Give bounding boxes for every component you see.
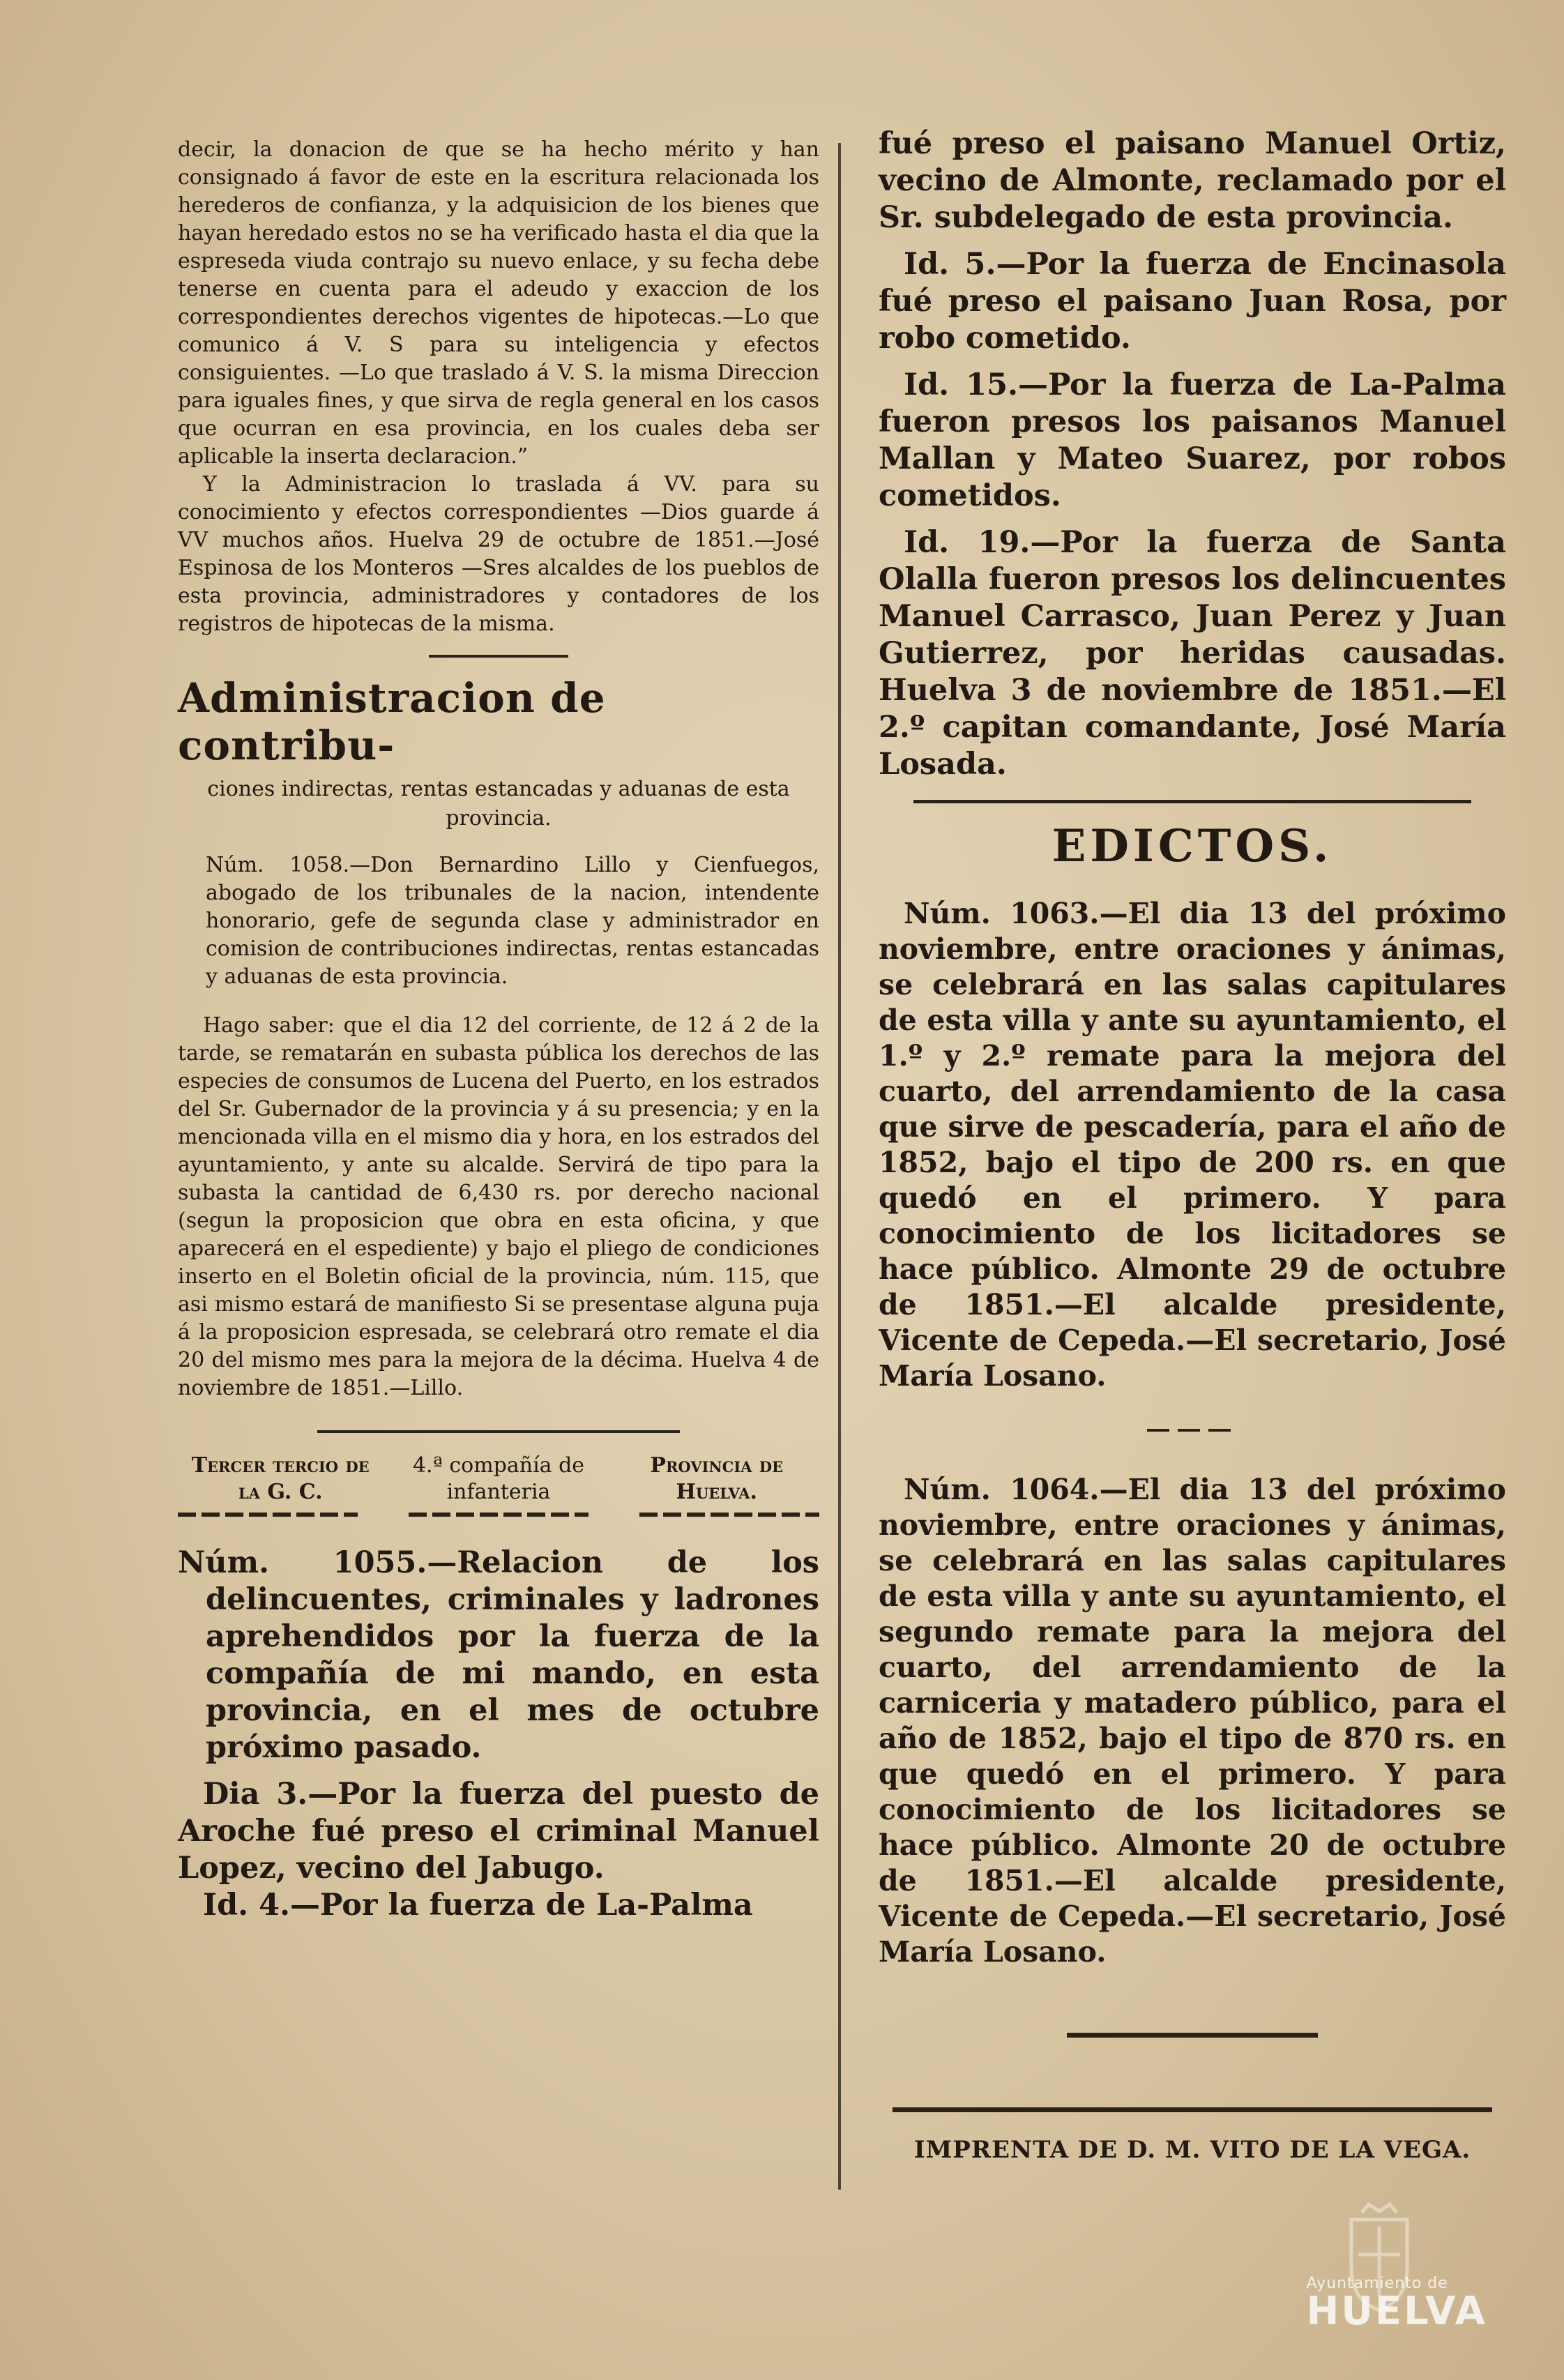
printer-credit: IMPRENTA DE D. M. VITO DE LA VEGA. (913, 2136, 1471, 2164)
section-divider (317, 1430, 680, 1433)
footer-divider (893, 2107, 1492, 2112)
section-subtitle: ciones indirectas, rentas estancadas y aduanas de esta provincia. (207, 777, 790, 831)
report-day-5: Id. 5.—Por la fuerza de Encinasola fué preso el paisano Juan Rosa, por robo cometido. (879, 247, 1506, 356)
notice-1058-body: Hago saber: que el dia 12 del corriente, de 12 á 2 de la tarde, se rematarán en subasta pública los derechos de las especies de consumos de Lucena del Puerto, en los estrados del Sr. Gubernador de la provincia y á su presencia; y en la mencionada villa en el mismo dia y hora, en los estrados del ayuntamiento, y ante su alcalde. Servirá de tipo para la subasta la cantidad de 6,430 rs. por derecho nacional (segun la proposicion que obra en esta oficina, y que aparecerá en el espediente) y bajo el pliego de condiciones inserto en el Boletin oficial de la provincia, núm. 115, que asi mismo estará de manifiesto Si se presentase alguna puja á la proposicion espresada, se celebrará otro remate el dia 20 del mismo mes para la mejora de la décima. Huelva 4 de noviembre de 1851.—Lillo. (178, 1013, 819, 1400)
column-divider (838, 143, 841, 2190)
report-day-4-cont: fué preso el paisano Manuel Ortiz, vecino de Almonte, reclamado por el Sr. subdelegado de esta provincia. (879, 126, 1506, 235)
administration-notice: Y la Administracion lo traslada á VV. para su conocimiento y efectos correspondientes —Dios guarde á VV muchos años. Huelva 29 de octubre de 1851.—José Espinosa de los Monteros —Sres alcaldes de los pueblos de esta provincia, administradores y contadores de los registros de hipotecas de la misma. (178, 472, 819, 636)
unit-underlines (178, 1513, 819, 1517)
watermark-line-1: Ayuntamiento de (1306, 2275, 1448, 2292)
report-day-15: Id. 15.—Por la fuerza de La-Palma fueron presos los paisanos Manuel Mallan y Mateo Suarez, por robos cometidos. (879, 367, 1506, 513)
section-divider (1067, 2033, 1318, 2038)
report-day-19: Id. 19.—Por la fuerza de Santa Olalla fueron presos los delincuentes Manuel Carrasco, Juan Perez y Juan Gutierrez, por heridas causadas. Huelva 3 de noviembre de 1851.—El 2.º capitan comandante, José María Losada. (879, 525, 1506, 782)
unit-compania: 4.ª compañía de infanteria (412, 1453, 585, 1504)
report-day-4: Id. 4.—Por la fuerza de La-Palma (203, 1888, 753, 1923)
edict-1064: Núm. 1064.—El dia 13 del próximo noviembre, entre oraciones y ánimas, se celebrará en las salas capitulares de esta villa y ante su ayuntamiento, el segundo remate para la mejora del cuarto, del arrendamiento de la carniceria y matadero público, para el año de 1852, bajo el tipo de 870 rs. en que quedó en el primero. Y para conocimiento de los licitadores se hace público. Almonte 20 de octubre de 1851.—El alcalde presidente, Vicente de Cepeda.—El secretario, José María Losano. (879, 1473, 1506, 1969)
unit-provincia: Provincia de Huelva. (650, 1453, 784, 1504)
edictos-title: EDICTOS. (1051, 820, 1333, 872)
report-day-3: Dia 3.—Por la fuerza del puesto de Aroche fué preso el criminal Manuel Lopez, vecino del Jabugo. (178, 1777, 819, 1886)
unit-tercio: Tercer tercio de la G. C. (191, 1453, 370, 1504)
edict-separator (1147, 1429, 1238, 1432)
section-title: Administracion de contribu- (178, 674, 606, 769)
notice-1058-header: Núm. 1058.—Don Bernardino Lillo y Cienfuegos, abogado de los tribunales de la nacion, intendente honorario, gefe de segunda clase y administrador en comision de contribuciones indirectas, rentas estancadas y aduanas de esta provincia. (206, 853, 819, 989)
decree-text: decir, la donacion de que se ha hecho mérito y han consignado á favor de este en la escritura relacionada los herederos de confianza, y la adquisicion de los bienes que hayan heredado estos no se ha verificado hasta el dia que la espreseda viuda contrajo su nuevo enlace, y su fecha debe tenerse en cuenta para el adeudo y exaccion de los correspondientes derechos vigentes de hipotecas.—Lo que comunico á V. S para su inteligencia y efectos consiguientes. —Lo que traslado á V. S. la misma Direccion para iguales fines, y que sirva de regla general en los casos que ocurran en esa provincia, en los cuales deba ser aplicable la inserta declaracion.” (178, 137, 819, 469)
notice-1055-header: Núm. 1055.—Relacion de los delincuentes, criminales y ladrones aprehendidos por la fuerza de la compañía de mi mando, en esta provincia, en el mes de octubre próximo pasado. (178, 1545, 819, 1765)
section-divider (913, 800, 1471, 803)
right-column (879, 126, 1506, 2164)
left-column (178, 136, 819, 1934)
watermark-line-2: HUELVA (1306, 2289, 1487, 2334)
military-unit-header (178, 1453, 819, 1506)
watermark (1306, 2275, 1487, 2334)
section-divider (429, 655, 568, 658)
edict-1063: Núm. 1063.—El dia 13 del próximo noviembre, entre oraciones y ánimas, se celebrará en las salas capitulares de esta villa y ante su ayuntamiento, el 1.º y 2.º remate para la mejora del cuarto, del arrendamiento de la casa que sirve de pescadería, para el año de 1852, bajo el tipo de 200 rs. en que quedó en el primero. Y para conocimiento de los licitadores se hace público. Almonte 29 de octubre de 1851.—El alcalde presidente, Vicente de Cepeda.—El secretario, José María Losano. (879, 897, 1506, 1393)
